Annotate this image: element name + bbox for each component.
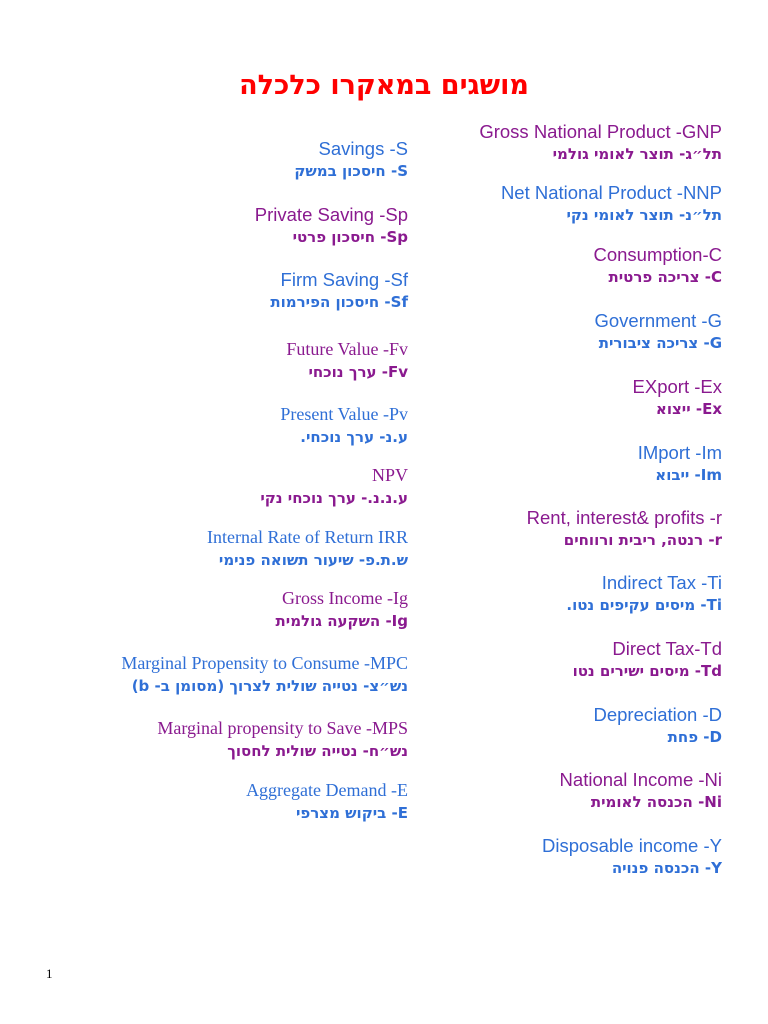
term-gross-income: [8, 587, 408, 633]
term-english: Rent, interest& profits -r: [526, 507, 722, 528]
term-english: Future Value -Fv: [286, 339, 408, 359]
term-english: Marginal Propensity to Consume -MPC: [121, 653, 408, 673]
term-english: Consumption-C: [593, 244, 722, 265]
term-consumption: [382, 243, 722, 289]
term-hebrew: S- חיסכון במשק: [294, 162, 408, 180]
term-hebrew: Y- הכנסה פנויה: [611, 859, 722, 877]
term-hebrew: Fv- ערך נוכחי: [308, 363, 408, 381]
term-indirect-tax: [382, 571, 722, 617]
term-hebrew: Sf- חיסכון הפירמות: [270, 293, 408, 311]
term-english: EXport -Ex: [632, 376, 722, 397]
term-english: National Income -Ni: [559, 769, 722, 790]
term-hebrew: ע.נ- ערך נוכחי.: [300, 428, 408, 446]
term-english: Gross National Product -GNP: [479, 121, 722, 142]
term-nnp: [382, 181, 722, 227]
term-irr: [8, 526, 408, 572]
term-hebrew: D- פחת: [667, 728, 722, 746]
term-english: Net National Product -NNP: [500, 182, 722, 203]
term-rent-interest-profits: [382, 506, 722, 552]
term-english: Direct Tax-Td: [612, 638, 722, 659]
term-mpc: [8, 652, 408, 698]
term-hebrew: נש״ח- נטייה שולית לחסוך: [227, 742, 408, 760]
term-hebrew: תל״ג- תוצר לאומי גולמי: [552, 145, 722, 163]
term-hebrew: Ni- הכנסה לאומית: [590, 793, 722, 811]
term-government: [382, 309, 722, 355]
term-english: Disposable income -Y: [542, 835, 722, 856]
term-english: Gross Income -Ig: [282, 588, 408, 608]
term-future-value: [8, 338, 408, 384]
term-hebrew: Im- ייבוא: [655, 466, 722, 484]
term-english: IMport -Im: [637, 442, 722, 463]
term-disposable-income: [382, 834, 722, 880]
term-mps: [8, 717, 408, 763]
term-english: Savings -S: [318, 138, 408, 159]
term-hebrew: Td- מיסים ישירים נטו: [572, 662, 722, 680]
term-english: Government -G: [594, 310, 722, 331]
term-hebrew: Sp- חיסכון פרטי: [292, 228, 408, 246]
term-english: Depreciation -D: [593, 704, 722, 725]
term-hebrew: Ti- מיסים עקיפים נטו.: [566, 596, 722, 614]
page-title: מושגים במאקרו כלכלה: [239, 70, 529, 101]
page-number: 1: [46, 966, 53, 981]
term-hebrew: E- ביקוש מצרפי: [295, 804, 408, 822]
term-firm-saving: [8, 268, 408, 314]
term-english: NPV: [371, 465, 408, 485]
term-english: Present Value -Pv: [280, 404, 408, 424]
term-export: [382, 375, 722, 421]
term-english: Internal Rate of Return IRR: [207, 527, 408, 547]
term-national-income: [382, 768, 722, 814]
term-private-saving: [8, 203, 408, 249]
term-savings: [8, 137, 408, 183]
term-aggregate-demand: [8, 779, 408, 825]
term-hebrew: נש״צ- נטייה שולית לצרוך (מסומן ב- b): [131, 677, 408, 695]
term-hebrew: r- רנטה, ריבית ורווחים: [563, 531, 722, 549]
term-gnp: [382, 120, 722, 166]
term-npv: [8, 464, 408, 510]
term-hebrew: Ex- ייצוא: [655, 400, 722, 418]
term-hebrew: G- צריכה ציבורית: [598, 334, 722, 352]
term-hebrew: ש.ת.פ- שיעור תשואה פנימי: [218, 551, 408, 569]
term-direct-tax: [382, 637, 722, 683]
term-depreciation: [382, 703, 722, 749]
term-english: Firm Saving -Sf: [280, 269, 408, 290]
term-hebrew: C- צריכה פרטית: [608, 268, 722, 286]
term-hebrew: תל״נ- תוצר לאומי נקי: [566, 206, 722, 224]
term-import: [382, 441, 722, 487]
term-english: Aggregate Demand -E: [246, 780, 408, 800]
term-present-value: [8, 403, 408, 449]
term-english: Private Saving -Sp: [254, 204, 408, 225]
term-english: Marginal propensity to Save -MPS: [157, 718, 408, 738]
term-english: Indirect Tax -Ti: [601, 572, 722, 593]
term-hebrew: Ig- השקעה גולמית: [275, 612, 408, 630]
term-hebrew: ע.נ.נ.- ערך נוכחי נקי: [260, 489, 408, 507]
